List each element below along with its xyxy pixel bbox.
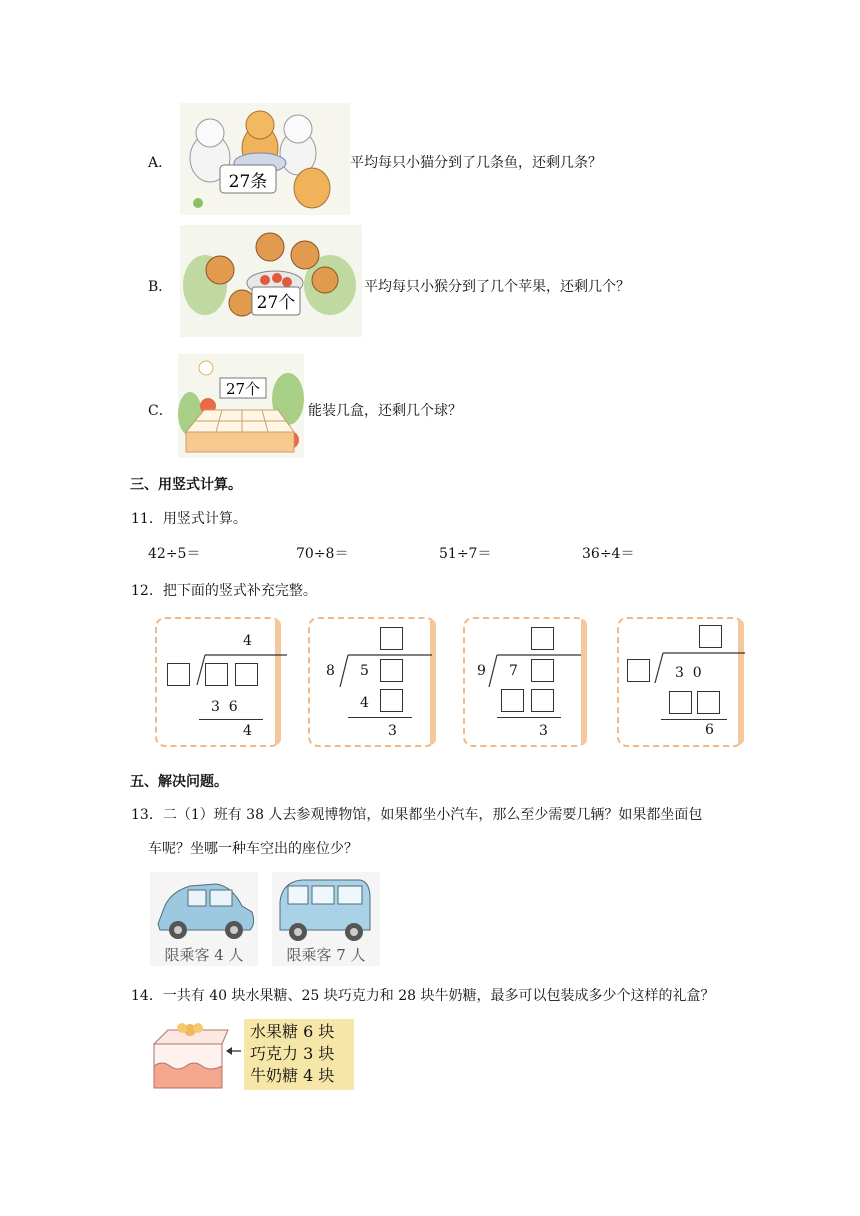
q11-item-2: 70÷8＝ bbox=[296, 546, 349, 562]
p3-dividend-tens: 7 bbox=[509, 663, 518, 679]
p3-line bbox=[497, 717, 561, 718]
p2-product-ones-box[interactable] bbox=[380, 689, 403, 712]
p4-divisor-box[interactable] bbox=[627, 659, 650, 682]
p1-divisor-box[interactable] bbox=[167, 663, 190, 686]
p1-product: 3 6 bbox=[211, 699, 238, 715]
car-illustration bbox=[150, 872, 258, 966]
van-limit-label: 限乘客 7 人 bbox=[286, 946, 366, 964]
p4-remainder: 6 bbox=[705, 722, 714, 738]
p2-quotient-box[interactable] bbox=[380, 627, 403, 650]
van-illustration bbox=[272, 872, 380, 966]
division-puzzle-2 bbox=[308, 617, 436, 747]
division-puzzle-4 bbox=[617, 617, 744, 747]
p3-dividend-ones-box[interactable] bbox=[531, 659, 554, 682]
section3-title: 三、用竖式计算。 bbox=[130, 477, 242, 493]
p2-dividend-tens: 5 bbox=[360, 663, 369, 679]
p4-product-ones-box[interactable] bbox=[697, 691, 720, 714]
gift-item-1: 水果糖 6 块 bbox=[250, 1022, 335, 1041]
p2-dividend-ones-box[interactable] bbox=[380, 659, 403, 682]
division-puzzle-3 bbox=[463, 617, 587, 747]
gift-item-2: 巧克力 3 块 bbox=[250, 1044, 335, 1063]
section5-title: 五、解决问题。 bbox=[130, 774, 228, 790]
p2-remainder: 3 bbox=[388, 723, 397, 739]
p2-product-tens: 4 bbox=[360, 695, 369, 711]
apples-count-text: 27个 bbox=[256, 293, 296, 313]
p3-remainder: 3 bbox=[539, 723, 548, 739]
arrow-left-icon bbox=[226, 1044, 242, 1058]
p1-dividend-ones-box[interactable] bbox=[235, 663, 258, 686]
p2-line bbox=[348, 717, 412, 718]
p2-divisor: 8 bbox=[326, 663, 335, 679]
option-a-label: A． bbox=[148, 155, 173, 171]
p4-line bbox=[661, 719, 727, 720]
p3-product-ones-box[interactable] bbox=[531, 689, 554, 712]
monkeys-apples-illustration bbox=[180, 225, 362, 337]
gift-contents-panel bbox=[244, 1019, 354, 1090]
option-a-text: 平均每只小猫分到了几条鱼，还剩几条？ bbox=[350, 155, 602, 171]
q11-item-4: 36÷4＝ bbox=[582, 546, 635, 562]
option-c-text: 能装几盒，还剩几个球？ bbox=[308, 403, 462, 419]
p3-divisor: 9 bbox=[477, 663, 486, 679]
p1-line bbox=[199, 719, 263, 720]
car-limit-label: 限乘客 4 人 bbox=[164, 946, 244, 964]
p3-quotient-box[interactable] bbox=[531, 627, 554, 650]
p3-product-tens-box[interactable] bbox=[501, 689, 524, 712]
q11-text: 11．用竖式计算。 bbox=[131, 511, 247, 527]
q12-text: 12．把下面的竖式补充完整。 bbox=[131, 583, 317, 599]
p1-remainder: 4 bbox=[243, 723, 252, 739]
division-puzzle-1 bbox=[155, 617, 281, 747]
cats-count-text: 27条 bbox=[228, 172, 268, 192]
option-b-label: B． bbox=[148, 279, 173, 295]
gift-box-illustration bbox=[150, 1018, 232, 1092]
gift-item-3: 牛奶糖 4 块 bbox=[250, 1066, 335, 1085]
p4-quotient-box[interactable] bbox=[699, 625, 722, 648]
q13-line2: 车呢？坐哪一种车空出的座位少？ bbox=[148, 841, 358, 857]
p1-dividend-tens-box[interactable] bbox=[205, 663, 228, 686]
balls-count-text: 27个 bbox=[225, 380, 261, 398]
option-c-label: C． bbox=[148, 403, 173, 419]
p1-quotient: 4 bbox=[243, 633, 252, 649]
q13-line1: 13．二（1）班有 38 人去参观博物馆，如果都坐小汽车，那么至少需要几辆？如果都坐面包 bbox=[131, 807, 703, 823]
q14-text: 14．一共有 40 块水果糖、25 块巧克力和 28 块牛奶糖，最多可以包装成多少个这样的礼盒？ bbox=[131, 988, 715, 1004]
p4-dividend: 3 0 bbox=[675, 665, 702, 681]
q11-item-1: 42÷5＝ bbox=[148, 546, 201, 562]
balls-box-illustration bbox=[178, 354, 304, 458]
q11-item-3: 51÷7＝ bbox=[439, 546, 492, 562]
option-b-text: 平均每只小猴分到了几个苹果，还剩几个？ bbox=[364, 279, 630, 295]
p4-product-tens-box[interactable] bbox=[669, 691, 692, 714]
cats-fish-illustration bbox=[180, 103, 350, 215]
